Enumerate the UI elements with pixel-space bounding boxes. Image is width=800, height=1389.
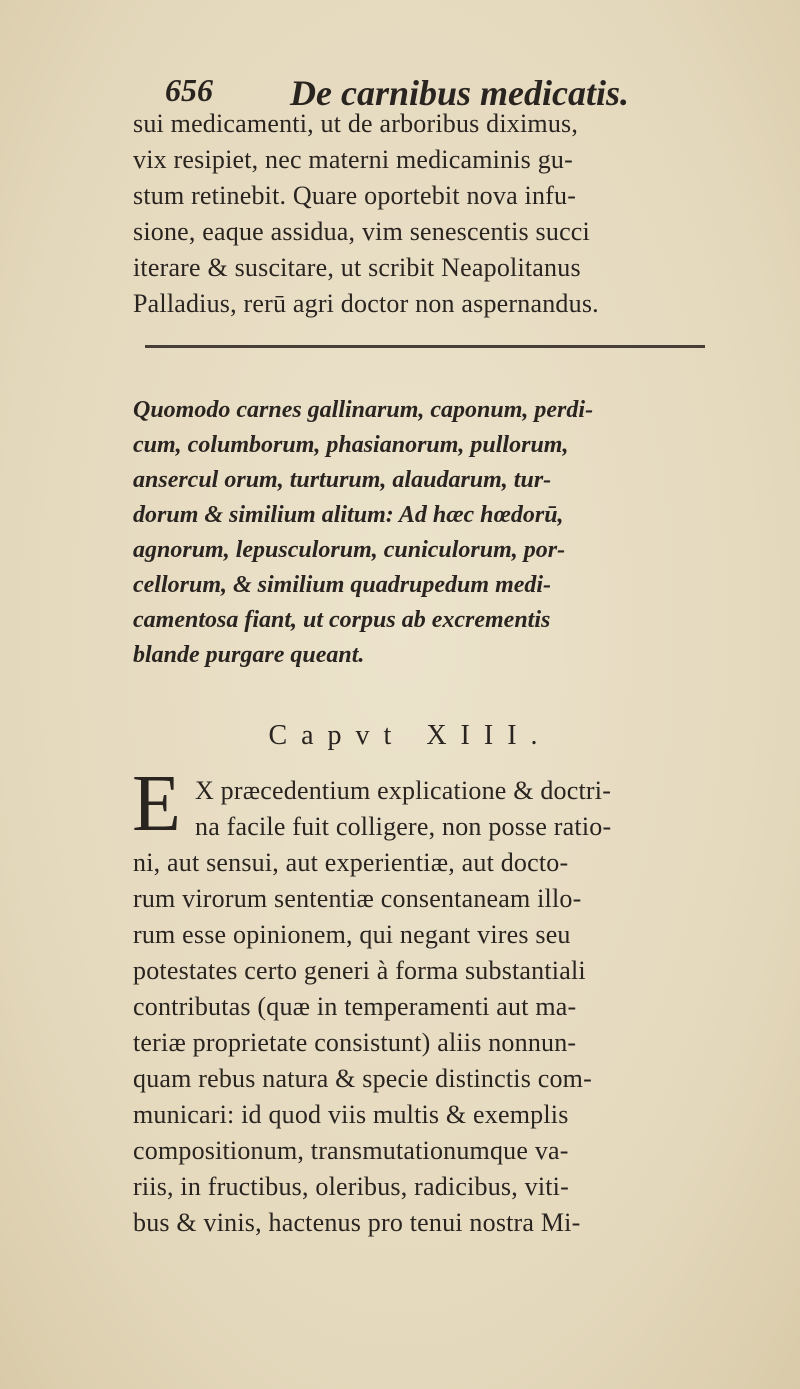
text-line: Palladius, rerū agri doctor non aspernandus. xyxy=(133,289,599,318)
text-line: sui medicamenti, ut de arboribus diximus, xyxy=(133,109,579,138)
running-title: De carnibus medicatis. xyxy=(290,73,629,113)
text-line: potestates certo generi à forma substantiali xyxy=(133,956,586,985)
heading-line: dorum & similium alitum: Ad hæc hœdorū, xyxy=(133,502,564,528)
heading-line: ansercul orum, turturum, alaudarum, tur- xyxy=(133,467,552,493)
text-line: contributas (quæ in temperamenti aut ma- xyxy=(133,992,577,1021)
text-line: quam rebus natura & specie distinctis com- xyxy=(133,1064,592,1093)
text-line: vix resipiet, nec materni medicaminis gu- xyxy=(133,145,573,174)
heading-line: cellorum, & similium quadrupedum medi- xyxy=(133,572,552,598)
text-line: ni, aut sensui, aut experientiæ, aut docto- xyxy=(133,848,569,877)
heading-line: Quomodo carnes gallinarum, caponum, perdi- xyxy=(133,397,594,423)
text-line: bus & vinis, hactenus pro tenui nostra Mi- xyxy=(133,1208,581,1237)
chapter-body xyxy=(132,760,673,1241)
section-divider xyxy=(145,345,705,348)
heading-line: camentosa fiant, ut corpus ab excrementis xyxy=(133,607,551,633)
heading-line: agnorum, lepusculorum, cuniculorum, por- xyxy=(133,537,566,563)
heading-line: cum, columborum, phasianorum, pullorum, xyxy=(133,432,569,458)
text-line: X præcedentium explicatione & doctri- xyxy=(195,776,612,805)
chapter-heading xyxy=(133,393,693,673)
text-line: municari: id quod viis multis & exemplis xyxy=(133,1100,569,1129)
paragraph-continuation xyxy=(133,106,673,322)
drop-cap: E xyxy=(132,760,181,848)
chapter-title: Capvt XIII. xyxy=(268,720,552,751)
text-line: rum virorum sententiæ consentaneam illo- xyxy=(133,884,582,913)
text-line: stum retinebit. Quare oportebit nova infu- xyxy=(133,181,577,210)
page-number: 656 xyxy=(165,72,213,108)
text-line: na facile fuit colligere, non posse ratio- xyxy=(195,812,612,841)
text-line: iterare & suscitare, ut scribit Neapolitanus xyxy=(133,253,581,282)
text-line: rum esse opinionem, qui negant vires seu xyxy=(133,920,571,949)
text-line: riis, in fructibus, oleribus, radicibus, viti- xyxy=(133,1172,569,1201)
text-line: sione, eaque assidua, vim senescentis succi xyxy=(133,217,590,246)
text-line: compositionum, transmutationumque va- xyxy=(133,1136,569,1165)
text-line: teriæ proprietate consistunt) aliis nonnun- xyxy=(133,1028,577,1057)
heading-line: blande purgare queant. xyxy=(133,642,365,668)
